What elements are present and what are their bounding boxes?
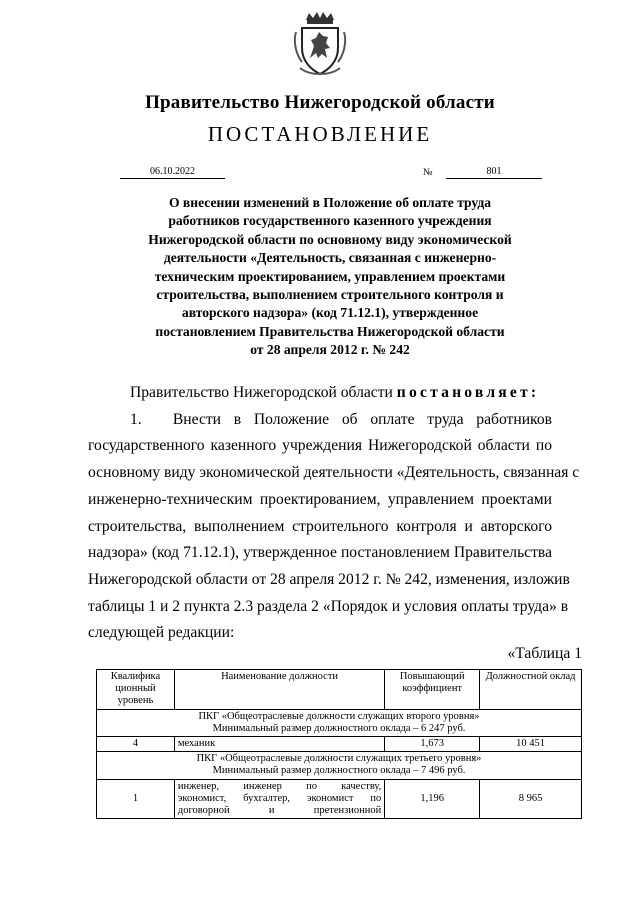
group-row [97,709,582,736]
resolution-intro [130,384,539,402]
subject-line: О внесении изменений в Положение об оплате труда [168,195,492,210]
document-date: 06.10.2022 [120,166,225,179]
group-header [97,752,582,779]
paragraph-line: 1. Внести в Положение об оплате труда работников [130,411,552,428]
cell-level: 1 [97,779,175,819]
group-title: ПКГ «Общеотраслевые должности служащих второго уровня» [198,710,480,722]
group-row [97,752,582,779]
subject-line: техническим проектированием, управлением проектами [154,268,506,284]
cell-salary: 10 451 [480,737,582,752]
subject-line: Нижегородской области по основному виду экономической [148,231,512,247]
subject-line: строительства, выполнением строительного контроля и [156,287,504,303]
header-salary: Должностной оклад [480,670,582,710]
paragraph-line: Нижегородской области от 28 апреля 2012 г. № 242, изменения, изложив [88,571,570,588]
table-row [97,737,582,752]
subject-line: авторского надзора» (код 71.12.1), утвержденное [181,305,479,321]
cell-level: 4 [97,737,175,752]
paragraph-line: государственного казенного учреждения Нижегородской области по [88,437,552,454]
document-subject [120,194,540,360]
salary-table [96,669,582,819]
number-sign: № [423,167,433,178]
resolves-word: постановляет: [396,384,540,401]
table-header-row [97,670,582,710]
table-label: «Таблица 1 [507,645,582,662]
subject-line: от 28 апреля 2012 г. № 242 [250,342,410,358]
cell-salary: 8 965 [480,779,582,819]
table-row [97,779,582,819]
position-line: экономист, бухгалтер, экономист по [177,792,382,804]
position-line: инженер, инженер по качеству, [177,780,382,792]
group-min-salary: Минимальный размер должностного оклада – 7 496 руб. [212,765,466,777]
document-number: 801 [446,166,542,179]
paragraph-line: инженерно-техническим проектированием, управлением проектами [88,491,552,508]
header-qualification-level: Квалифика ционный уровень [97,670,175,710]
paragraph-line: строительства, выполнением строительного контроля и авторского [88,518,552,535]
cell-coefficient: 1,196 [385,779,480,819]
paragraph-line: следующей редакции: [88,624,235,641]
coat-of-arms-icon [292,10,348,80]
group-min-salary: Минимальный размер должностного оклада – 6 247 руб. [212,722,466,734]
cell-position: механик [174,737,384,752]
subject-line: деятельности «Деятельность, связанная с инженерно- [163,250,497,266]
document-type: ПОСТАНОВЛЕНИЕ [207,122,433,146]
paragraph-line: надзора» (код 71.12.1), утвержденное постановлением Правительства [88,544,552,561]
government-title: Правительство Нижегородской области [145,92,495,113]
group-title: ПКГ «Общеотраслевые должности служащих третьего уровня» [196,753,482,765]
subject-line: постановлением Правительства Нижегородской области [155,323,505,339]
paragraph-line: основному виду экономической деятельности «Деятельность, связанная с [88,464,580,481]
header-coefficient: Повышающий коэффициент [385,670,480,710]
position-line: договорной и претензионной [177,805,382,817]
cell-position [174,779,384,819]
paragraph-line: таблицы 1 и 2 пункта 2.3 раздела 2 «Порядок и условия оплаты труда» в [88,598,569,615]
subject-line: работников государственного казенного учреждения [168,213,492,229]
intro-text: Правительство Нижегородской области [130,384,397,401]
group-header [97,709,582,736]
header-position-name: Наименование должности [174,670,384,710]
cell-coefficient: 1,673 [385,737,480,752]
